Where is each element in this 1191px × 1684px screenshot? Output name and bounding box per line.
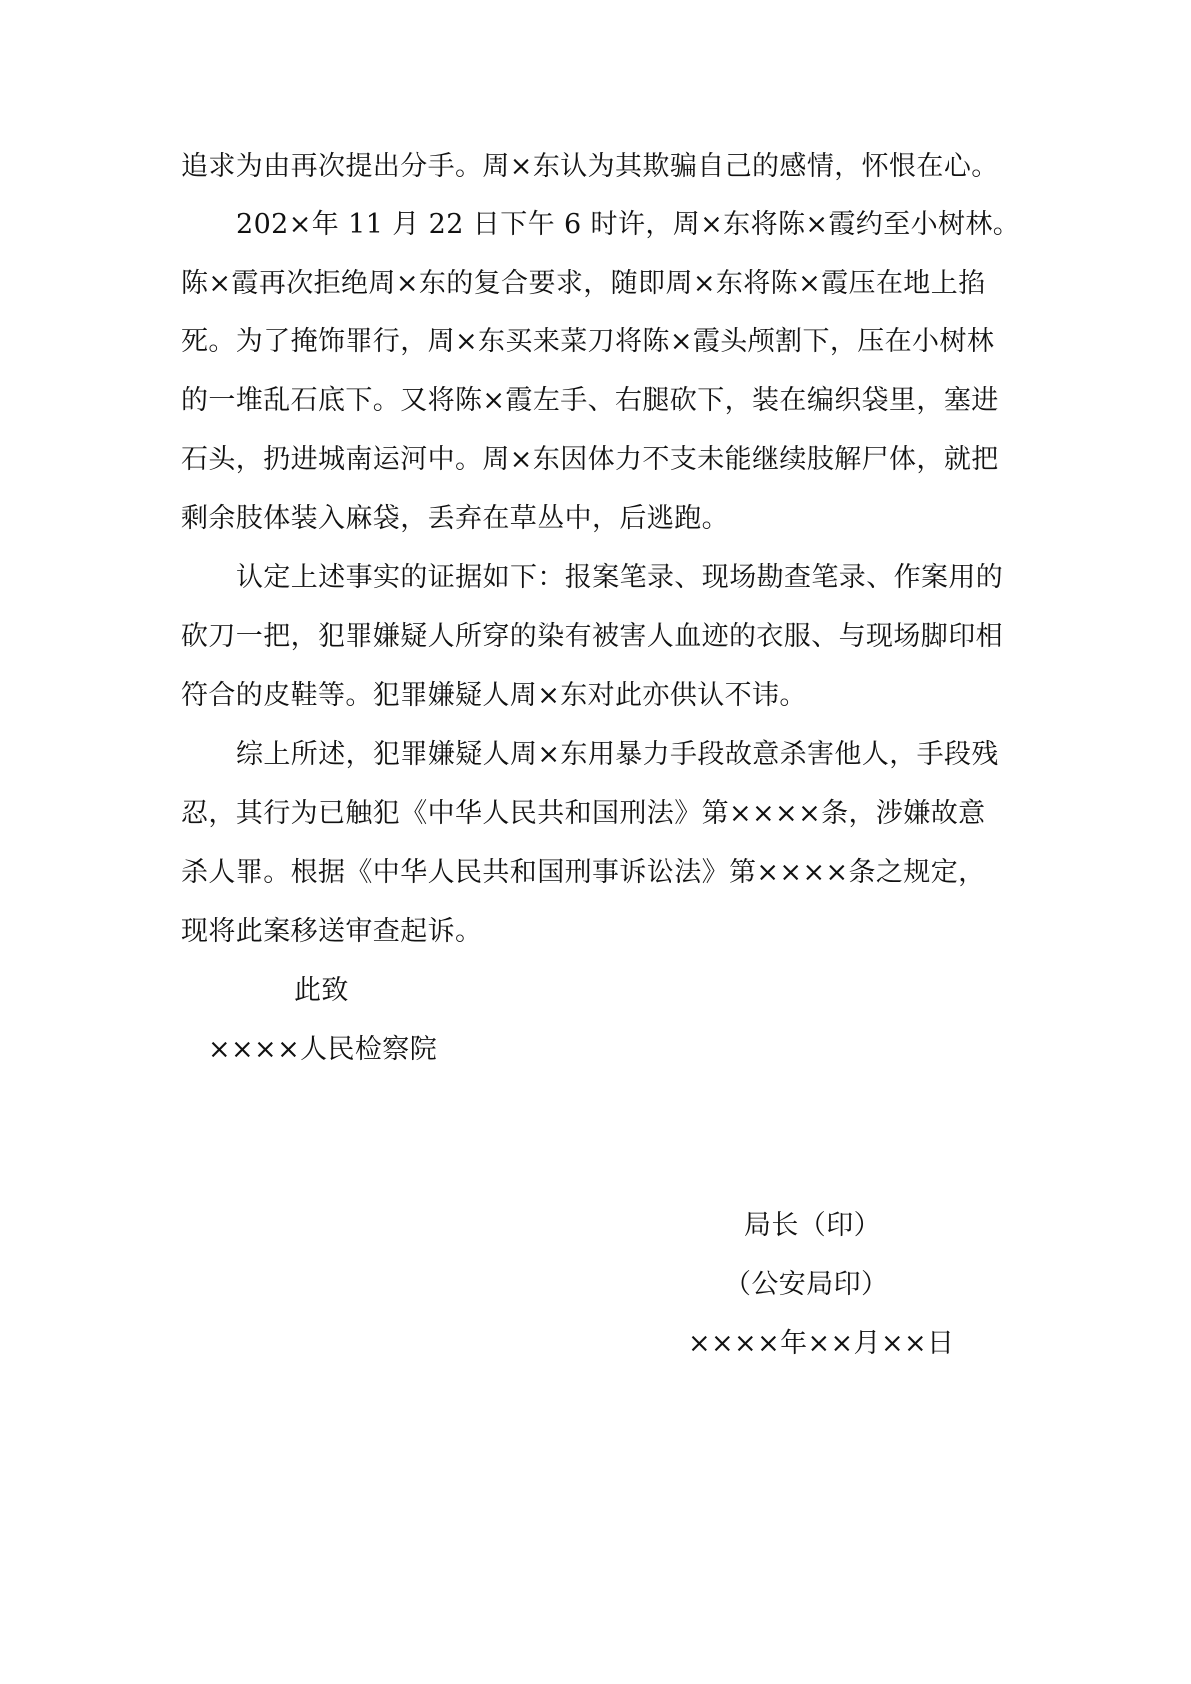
signature-chief: 局长（印） [744, 1210, 881, 1241]
body-line-2: 202×年 11 月 22 日下午 6 时许，周×东将陈×霞约至小树林。 [236, 209, 1021, 240]
body-line-7: 剩余肢体装入麻袋，丢弃在草丛中，后逃跑。 [181, 503, 729, 534]
body-line-12: 忍，其行为已触犯《中华人民共和国刑法》第××××条，涉嫌故意 [181, 798, 986, 829]
document-date: ××××年××月××日 [688, 1328, 955, 1359]
body-line-6: 石头，扔进城南运河中。周×东因体力不支未能继续肢解尸体，就把 [181, 444, 999, 475]
body-line-8: 认定上述事实的证据如下：报案笔录、现场勘查笔录、作案用的 [236, 562, 1004, 593]
body-line-5: 的一堆乱石底下。又将陈×霞左手、右腿砍下，装在编织袋里，塞进 [181, 385, 999, 416]
body-line-4: 死。为了掩饰罪行，周×东买来菜刀将陈×霞头颅割下，压在小树林 [181, 326, 995, 357]
body-line-10: 符合的皮鞋等。犯罪嫌疑人周×东对此亦供认不讳。 [181, 680, 807, 711]
body-line-11: 综上所述，犯罪嫌疑人周×东用暴力手段故意杀害他人，手段残 [236, 739, 999, 770]
salutation: 此致 [294, 975, 349, 1006]
body-line-9: 砍刀一把，犯罪嫌疑人所穿的染有被害人血迹的衣服、与现场脚印相 [181, 621, 1003, 652]
body-line-14: 现将此案移送审查起诉。 [181, 916, 483, 947]
addressee: ××××人民检察院 [208, 1034, 438, 1065]
signature-seal: （公安局印） [724, 1269, 889, 1300]
body-line-1: 追求为由再次提出分手。周×东认为其欺骗自己的感情，怀恨在心。 [181, 151, 999, 182]
body-line-3: 陈×霞再次拒绝周×东的复合要求，随即周×东将陈×霞压在地上掐 [181, 268, 986, 299]
body-line-13: 杀人罪。根据《中华人民共和国刑事诉讼法》第××××条之规定， [181, 857, 986, 888]
